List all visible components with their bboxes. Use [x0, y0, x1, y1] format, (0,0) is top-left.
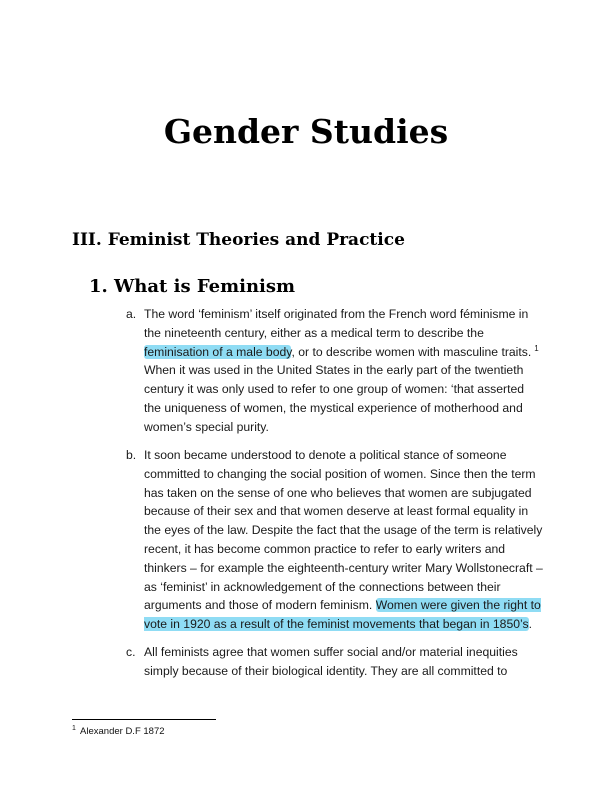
- list-item-text: [144, 643, 544, 681]
- item-text-run: The word ‘feminism’ itself originated from the French word féminisme in the nineteenth century, either as a medical term to describe the: [144, 307, 529, 340]
- footnote-divider: [72, 719, 216, 720]
- footnote: [72, 725, 165, 738]
- item-text-run: .: [528, 617, 532, 632]
- list-item-a: [126, 305, 544, 437]
- footnote-reference[interactable]: 1: [534, 343, 539, 353]
- item-text-run: , or to describe women with masculine traits.: [291, 344, 532, 359]
- list-item-c: [126, 643, 544, 681]
- item-text-run: All feminists agree that women suffer social and/or material inequities simply because of their biological identity. They are all committed to: [144, 645, 518, 678]
- sub-heading: 1. What is Feminism: [89, 276, 296, 297]
- item-text-run: When it was used in the United States in the early part of the twentieth century it was only used to refer to one group of women: ‘that asserted the uniqueness of women, the mystical experience of motherhood and women’s special purity.: [144, 363, 525, 434]
- highlighted-text: feminisation of a male body: [144, 344, 292, 359]
- list-marker: a.: [126, 307, 137, 321]
- list-marker: c.: [126, 645, 136, 659]
- footnote-number: 1: [72, 724, 76, 732]
- footnote-text: Alexander D.F 1872: [77, 726, 165, 737]
- section-heading: III. Feminist Theories and Practice: [72, 230, 405, 250]
- item-text-run: It soon became understood to denote a political stance of someone committed to changing the social position of women. Since then the term has taken on the sense of one who believes that women are subjugated because of their sex and that women deserve at least formal equality in the eyes of the law. Despite the fact that the usage of the term is relatively recent, it has become common practice to refer to early writers and thinkers – for example the eighteenth-century writer Mary Wollstonecraft – as ‘feminist’ in acknowledgement of the connections between their arguments and those of modern feminism.: [144, 448, 543, 613]
- list-item-text: [144, 305, 544, 437]
- list-item-text: [144, 446, 544, 634]
- list-item-b: [126, 446, 544, 634]
- highlighted-text: Women were given the right to vote in 1920 as a result of the feminist movements that began in 1850’s: [144, 598, 541, 632]
- document-title: Gender Studies: [163, 112, 449, 151]
- list-marker: b.: [126, 448, 137, 462]
